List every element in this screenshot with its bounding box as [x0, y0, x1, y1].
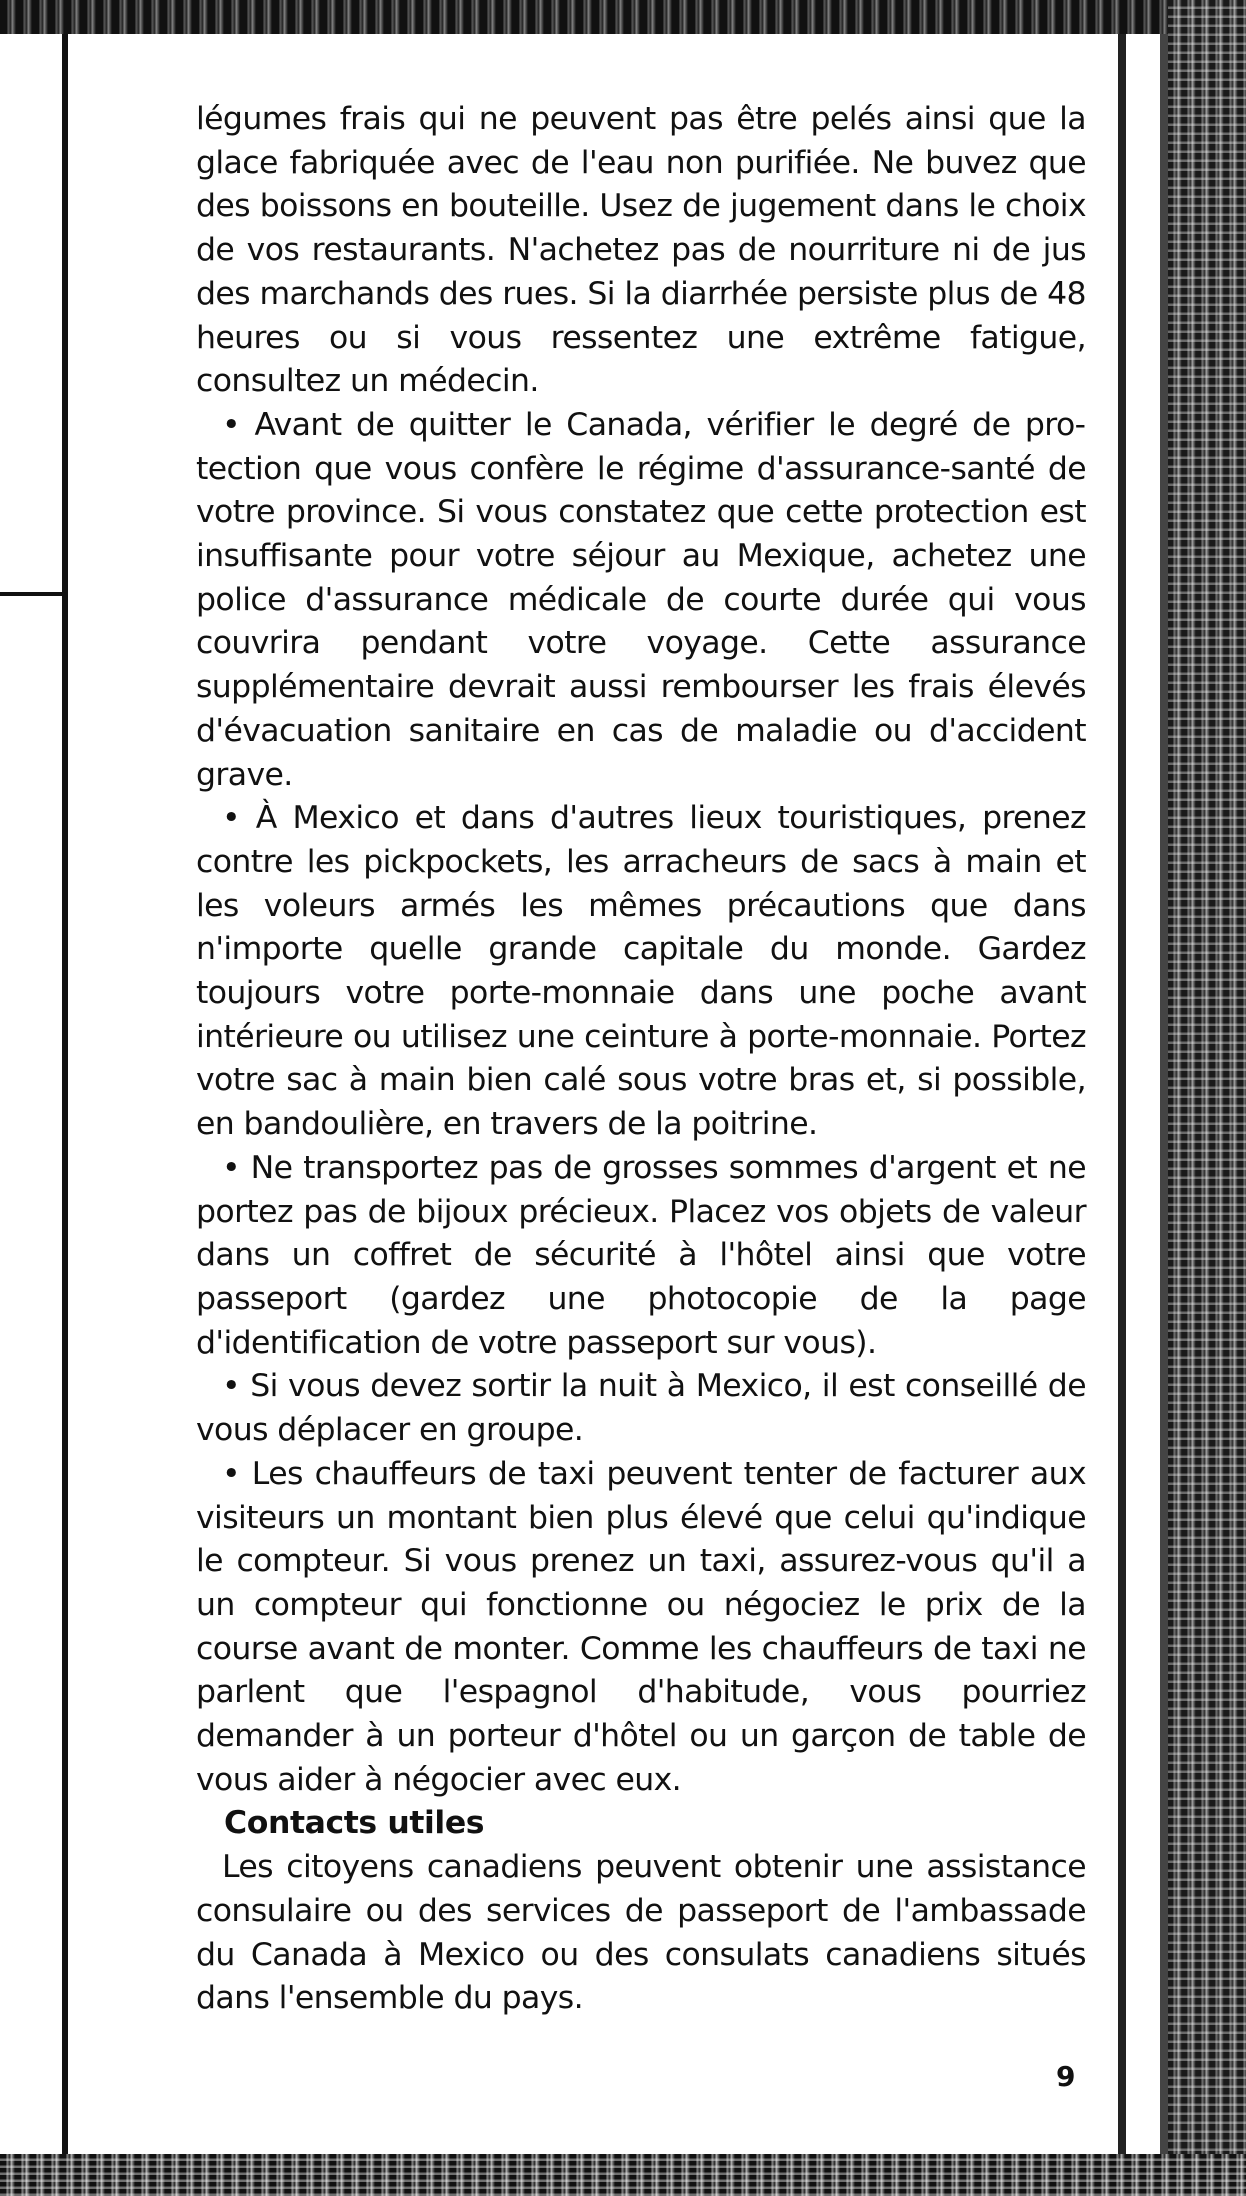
paragraph-pickpockets: • À Mexico et dans d'autres lieux touristiques, prenez contre les pickpockets, les arracheurs de sacs à main et les voleurs armés les mêmes précautions que dans n'importe quelle grande capitale du monde. Gardez toujours votre porte-monnaie dans une poche avant intérieure ou utilisez une ceinture à porte-monnaie. Portez votre sac à main bien calé sous votre bras et, si possible, en bandoulière, en travers de la poitrine.: [196, 800, 1086, 1143]
paragraph-taxi: • Les chauffeurs de taxi peuvent tenter de facturer aux visiteurs un montant bien plus élevé que celui qu'indique le compteur. Si vous prenez un taxi, assurez-vous qu'il a un compteur qui fonctionne ou négociez le prix de la course avant de monter. Comme les chauffeurs de taxi ne parlent que l'espagnol d'habitude, vous pourriez demander à un porteur d'hôtel ou un garçon de table de vous aider à négocier avec eux.: [196, 1455, 1086, 1798]
scan-border-left: [62, 34, 68, 2154]
section-heading: Contacts utiles: [224, 1805, 485, 1842]
document-page: [196, 98, 1086, 2021]
paragraph-night-outings: • Si vous devez sortir la nuit à Mexico, il est conseillé de vous déplacer en groupe.: [196, 1368, 1086, 1449]
scan-border-right-inner: [1118, 34, 1126, 2154]
paragraph-valuables: • Ne transportez pas de grosses sommes d'argent et ne portez pas de bijoux précieux. Placez vos objets de valeur dans un coffret de sécurité à l'hôtel ainsi que votre passeport (gardez une photocopie de la page d'identification de votre passeport sur vous).: [196, 1149, 1086, 1361]
paragraph-contacts: Les citoyens canadiens peuvent obtenir une assistance consulaire ou des services de passeport de l'ambassade du Canada à Mexico ou des consulats canadiens situés dans l'ensemble du pays.: [196, 1849, 1086, 2017]
page-number: 9: [1056, 2060, 1076, 2093]
scan-border-right-middle: [1160, 34, 1168, 2154]
paragraph-insurance: • Avant de quitter le Canada, vérifier le degré de protection que vous confère le régime d'assurance-santé de votre province. Si vous constatez que cette protection est insuffisante pour votre séjour au Mexique, achetez une police d'assurance médicale de courte durée qui vous couvrira pendant votre voyage. Cette assurance supplémentaire devrait aussi rembourser les frais élevés d'évacuation sanitaire en cas de maladie ou d'accident grave.: [196, 406, 1086, 793]
paragraph-health-food: légumes frais qui ne peuvent pas être pelés ainsi que la glace fabriquée avec de l'eau non purifiée. Ne buvez que des boissons en bouteille. Usez de jugement dans le choix de vos restaurants. N'achetez pas de nourriture ni de jus des marchands des rues. Si la diarrhée persiste plus de 48 heures ou si vous ressentez une extrême fatigue, consultez un médecin.: [196, 101, 1086, 400]
margin-tick-mark: [0, 592, 62, 596]
scan-border-bottom: [0, 2154, 1246, 2196]
scan-border-right: [1168, 0, 1246, 2196]
scan-border-top: [0, 0, 1246, 34]
